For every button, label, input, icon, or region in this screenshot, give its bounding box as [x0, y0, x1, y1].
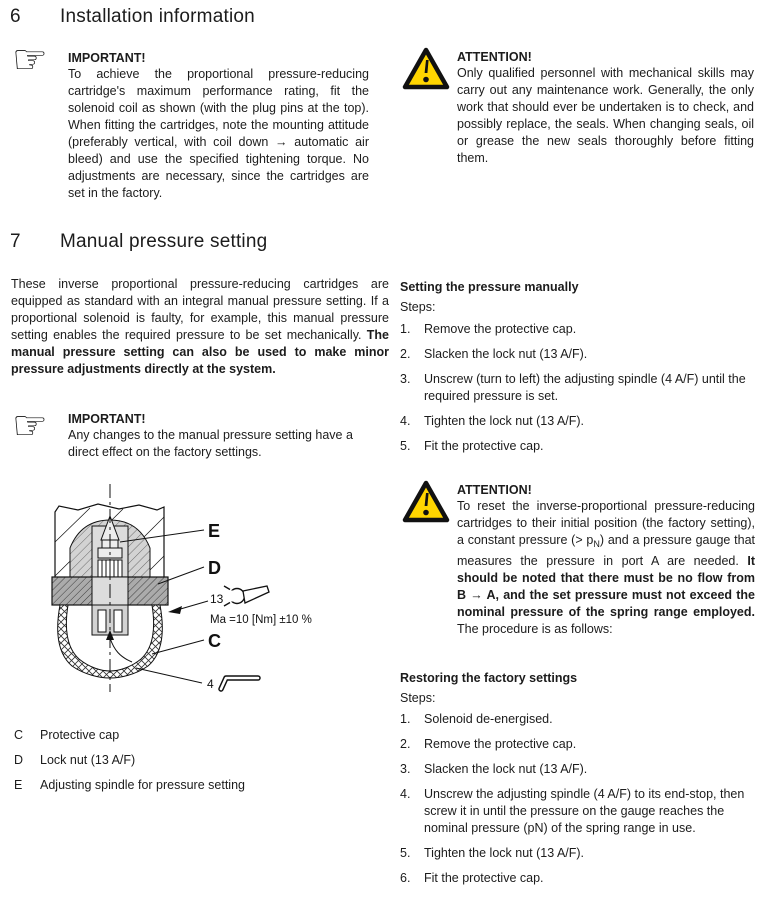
important-body: Any changes to the manual pressure setting have a direct effect on the factory settings.: [68, 428, 353, 459]
legend-text: Adjusting spindle for pressure setting: [40, 778, 245, 792]
legend-text: Protective cap: [40, 728, 120, 742]
label-c: C: [208, 631, 221, 651]
intro-bold-text: The manual pressure setting can also be used to make minor pressure adjustments directly at the system.: [11, 328, 389, 376]
legend-key: E: [14, 778, 23, 792]
warning-triangle-icon: [402, 46, 450, 92]
step-item: Slacken the lock nut (13 A/F).: [424, 347, 588, 361]
attention-body-post: The procedure is as follows:: [457, 622, 613, 636]
attention-body-bold: It should be noted that there must be no flow from B → A, and the set pressure must not exceed the nominal pressure of the spring range employed.: [457, 554, 755, 619]
hex-key-icon: [221, 678, 258, 689]
spindle-slot-right: [114, 610, 122, 632]
step-item: Remove the protective cap.: [424, 737, 577, 751]
step-item: Unscrew the adjusting spindle (4 A/F) to its end-stop, then screw it in until the pressure on the gauge reaches the nominal pressure (pN) of the spring range in use.: [424, 787, 745, 835]
step-item: Unscrew (turn to left) the adjusting spindle (4 A/F) until the required pressure is set.: [424, 372, 746, 403]
torque-arrowhead: [168, 606, 182, 614]
cartridge-cross-section-diagram: [40, 482, 352, 696]
step-item: Remove the protective cap.: [424, 322, 577, 336]
warning-triangle-icon: [402, 479, 450, 525]
pointing-hand-icon: ☞: [12, 37, 48, 83]
legend-key: C: [14, 728, 24, 742]
manual-steps-label: Steps:: [400, 300, 436, 314]
leader-line-hex: [136, 668, 202, 683]
legend-item: [14, 752, 245, 769]
section7-number: 7: [10, 231, 21, 252]
section6-title: Installation information: [60, 6, 255, 27]
legend-item: [14, 727, 245, 744]
spindle-pointer-line: [110, 638, 132, 662]
section6-number: 6: [10, 6, 21, 27]
wrench-icon: [224, 586, 269, 606]
section6-important-note: [68, 50, 369, 202]
section7-important-note: [68, 411, 369, 461]
label-e: E: [208, 521, 221, 541]
intro-normal-text: These inverse proportional pressure-reducing cartridges are equipped as standard with an integral manual pressure setting. If a proportional solenoid is faulty, for example, this manual pressure setting enables the required pressure to be set mechanically.: [11, 277, 389, 342]
manual-setting-heading: Setting the pressure manually: [400, 280, 579, 294]
hex-size-label: 4: [207, 677, 214, 691]
manual-steps-list: [400, 321, 756, 463]
spindle-slot-left: [98, 610, 106, 632]
attention-body: [457, 498, 755, 638]
important-heading: IMPORTANT!: [68, 412, 146, 426]
section7-title: Manual pressure setting: [60, 231, 268, 252]
section7-intro: [11, 276, 389, 378]
leader-line-d: [158, 567, 204, 584]
restore-steps-list: [400, 711, 756, 895]
step-item: Tighten the lock nut (13 A/F).: [424, 846, 585, 860]
restore-heading: Restoring the factory settings: [400, 671, 578, 685]
section7-heading: [10, 231, 267, 253]
step-item: Solenoid de-energised.: [424, 712, 553, 726]
legend-key: D: [14, 753, 24, 767]
step-item: Fit the protective cap.: [424, 439, 544, 453]
attention-heading: ATTENTION!: [457, 50, 532, 64]
section6-heading: [10, 6, 255, 28]
step-item: Tighten the lock nut (13 A/F).: [424, 414, 585, 428]
attention-body: Only qualified personnel with mechanical skills may carry out any maintenance work. Generally, the only work that should ever be undertaken is to check, and possibly replace, the seals. When changing seals, oil or grease the new seals thoroughly before fitting them.: [457, 66, 754, 165]
pressure-subscript: N: [593, 539, 600, 549]
legend-text: Lock nut (13 A/F): [40, 753, 136, 767]
torque-label: Ma =10 [Nm] ±10 %: [210, 614, 312, 626]
section6-attention-note: [457, 49, 754, 167]
legend-item: [14, 777, 245, 794]
label-d: D: [208, 558, 221, 578]
attention-body-pre: To reset the inverse-proportional pressure-reducing cartridges to their initial position (the factory setting), a constant pressure (> p: [457, 499, 755, 547]
torque-leader-line: [177, 601, 208, 610]
attention-heading: ATTENTION!: [457, 483, 532, 497]
step-item: Slacken the lock nut (13 A/F).: [424, 762, 588, 776]
step-item: Fit the protective cap.: [424, 871, 544, 885]
important-heading: IMPORTANT!: [68, 51, 146, 65]
pointing-hand-icon: ☞: [12, 403, 48, 449]
diagram-legend: [14, 727, 245, 802]
attention-body-mid: ) and a pressure gauge that measures the pressure in port A are needed.: [457, 533, 755, 568]
wrench-size-label: 13: [210, 592, 224, 606]
restore-steps-label: Steps:: [400, 691, 436, 705]
section7-attention-note: [457, 482, 755, 638]
important-body: To achieve the proportional pressure-reducing cartridge's maximum performance rating, fit the solenoid coil as shown (with the plug pins at the top). When fitting the cartridges, note the mounting attitude (preferably vertical, with coil down → automatic air bleed) and use the specified tightening torque. No adjustments are necessary, since the cartridges are set in the factory.: [68, 67, 369, 200]
